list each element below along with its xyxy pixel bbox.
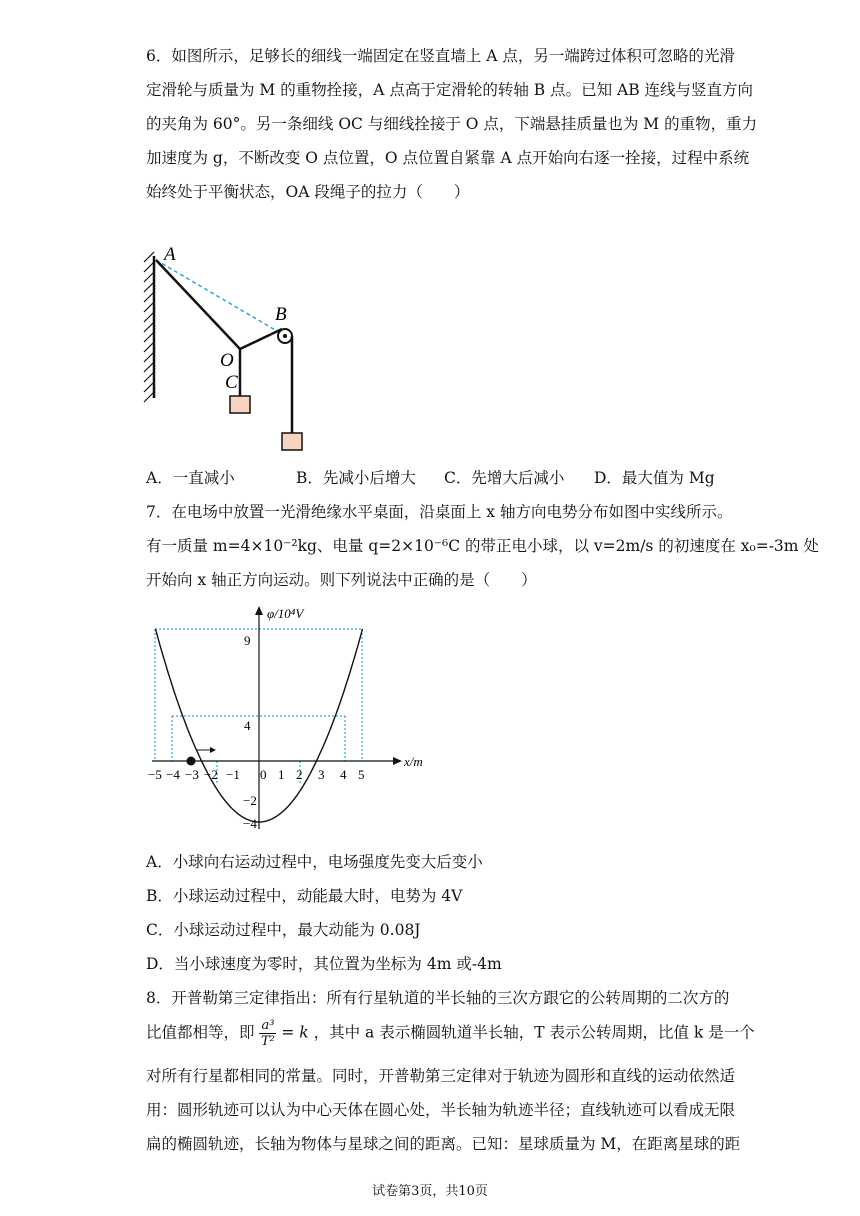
- q7-line-2: 有一质量 m=4×10⁻²kg、电量 q=2×10⁻⁶C 的带正电小球，以 v=2m/s 的初速度在 x₀=-3m 处: [146, 537, 819, 555]
- y-tick-9: 9: [244, 633, 251, 648]
- q7-line-3: 开始向 x 轴正方向运动。则下列说法中正确的是（ ）: [146, 571, 537, 589]
- q7-line-1: 7．在电场中放置一光滑绝缘水平桌面，沿桌面上 x 轴方向电势分布如图中实线所示。: [146, 503, 733, 521]
- ball: [187, 757, 196, 766]
- q8-line-3: 对所有行星都相同的常量。同时，开普勒第三定律对于轨迹为圆形和直线的运动依然适: [146, 1067, 736, 1085]
- x-tick: 0: [260, 767, 267, 782]
- x-tick: −2: [204, 767, 218, 782]
- q8-line-2: [146, 1018, 755, 1049]
- q8-line-2-post: ，其中 a 表示椭圆轨道半长轴，T 表示公转周期，比值 k 是一个: [313, 1023, 755, 1042]
- q6-pulley-figure: [138, 238, 318, 460]
- q6-line-5: 始终处于平衡状态，OA 段绳子的拉力（ ）: [146, 183, 470, 201]
- velocity-arrowhead: [210, 747, 216, 753]
- mass-right: [282, 433, 302, 450]
- q6-option-b: B．先减小后增大: [296, 469, 416, 487]
- x-axis-label: x/m: [404, 754, 423, 769]
- y-axis-label: φ/10⁴V: [267, 606, 304, 621]
- wall-hatching: [144, 252, 154, 402]
- rope-ao: [156, 260, 240, 349]
- x-axis-arrow: [393, 757, 402, 765]
- x-tick: 3: [318, 767, 325, 782]
- q6-line-1: 6．如图所示，足够长的细线一端固定在竖直墙上 A 点，另一端跨过体积可忽略的光滑: [146, 47, 735, 65]
- x-tick: −3: [185, 767, 199, 782]
- x-tick: −1: [226, 767, 240, 782]
- y-tick-4: 4: [244, 718, 251, 733]
- q6-line-4: 加速度为 g，不断改变 O 点位置，O 点位置自紧靠 A 点开始向右逐一拴接，过程中系统: [146, 149, 750, 167]
- y-tick-neg4: −4: [243, 816, 257, 831]
- dashed-line-ab: [156, 260, 282, 334]
- q6-option-a: A．一直减小: [146, 469, 235, 487]
- q7-option-b: B．小球运动过程中，动能最大时，电势为 4V: [146, 887, 463, 905]
- q7-option-c: C．小球运动过程中，最大动能为 0.08J: [146, 921, 421, 939]
- q7-option-d: D．当小球速度为零时，其位置为坐标为 4m 或-4m: [146, 955, 502, 973]
- page-footer: 试卷第3页，共10页: [372, 1184, 488, 1199]
- q6-line-3: 的夹角为 60°。另一条细线 OC 与细线拴接于 O 点，下端悬挂质量也为 M 的重物，重力: [146, 115, 758, 133]
- label-a: A: [164, 244, 176, 265]
- q6-line-2: 定滑轮与质量为 M 的重物拴接，A 点高于定滑轮的转轴 B 点。已知 AB 连线与竖直方向: [146, 81, 754, 99]
- y-axis-arrow: [255, 606, 263, 615]
- mass-c: [230, 396, 250, 413]
- pulley-axle: [283, 334, 287, 338]
- x-tick: 2: [296, 767, 303, 782]
- q8-line-5: 扁的椭圆轨迹，长轴为物体与星球之间的距离。已知：星球质量为 M，在距离星球的距: [146, 1135, 741, 1153]
- y-tick-neg2: −2: [243, 793, 257, 808]
- x-tick: −5: [148, 767, 162, 782]
- q7-option-a: A．小球向右运动过程中，电场强度先变大后变小: [146, 853, 483, 871]
- label-o: O: [220, 350, 234, 371]
- q7-potential-graph: [140, 604, 440, 836]
- q8-line-2-pre: 比值都相等，即: [146, 1023, 255, 1042]
- q8-line-1: 8．开普勒第三定律指出：所有行星轨道的半长轴的三次方跟它的公转周期的二次方的: [146, 989, 730, 1007]
- q6-option-c: C．先增大后减小: [444, 469, 565, 487]
- q8-line-4: 用：圆形轨迹可以认为中心天体在圆心处，半长轴为轨迹半径；直线轨迹可以看成无限: [146, 1101, 736, 1119]
- x-tick: 4: [340, 767, 347, 782]
- x-tick-labels: [148, 767, 365, 782]
- fraction-numerator: a³: [261, 1018, 275, 1033]
- q6-option-d: D．最大值为 Mg: [594, 469, 715, 487]
- rope-ob: [240, 329, 282, 349]
- label-b: B: [275, 304, 287, 325]
- x-tick: 1: [278, 767, 285, 782]
- label-c: C: [225, 372, 238, 393]
- kepler-fraction: [259, 1018, 276, 1049]
- fraction-rhs: = k: [281, 1023, 309, 1042]
- fraction-denominator: T²: [260, 1034, 275, 1049]
- x-tick: −4: [166, 767, 180, 782]
- x-tick: 5: [358, 767, 365, 782]
